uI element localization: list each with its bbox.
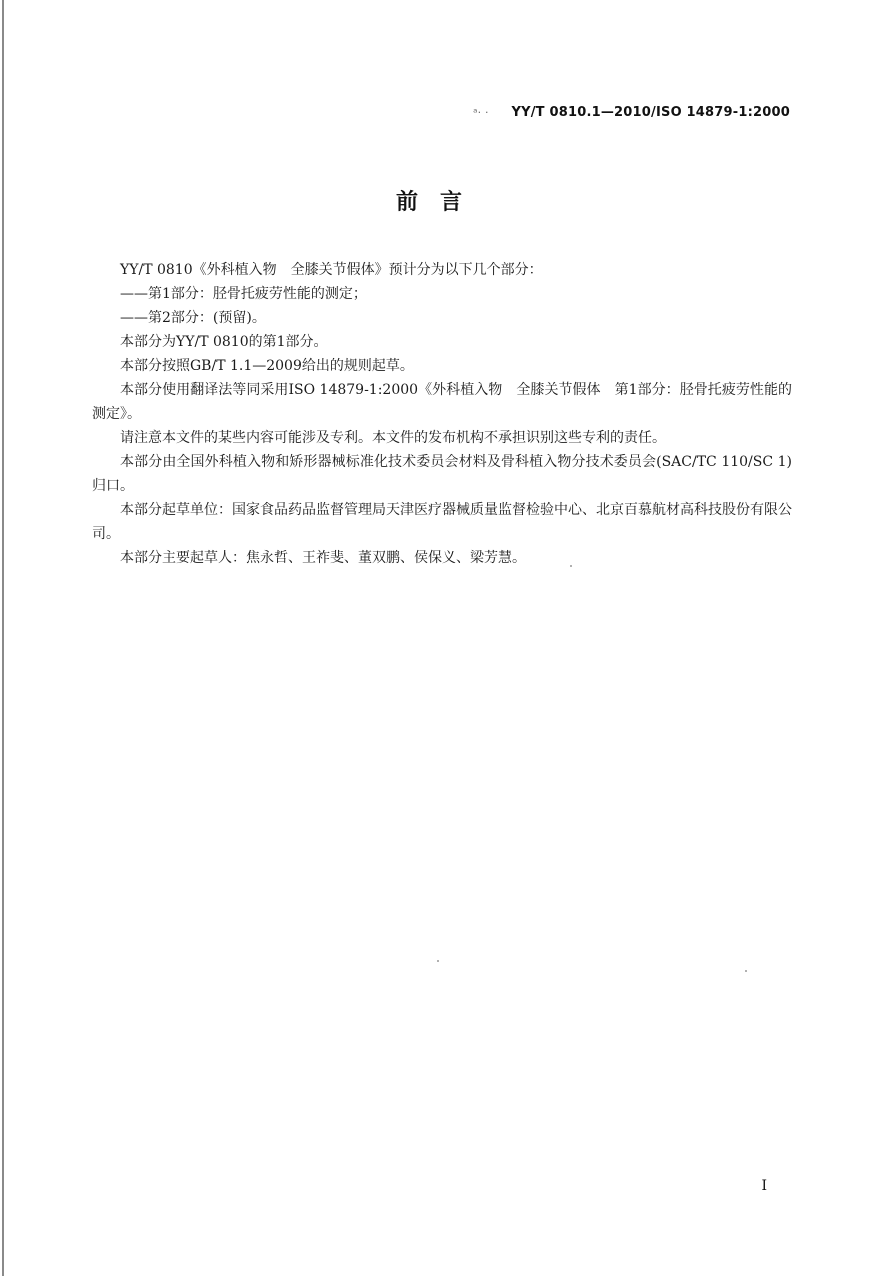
scan-speck	[570, 565, 572, 567]
paragraph-drafters: 本部分主要起草人：焦永哲、王祚斐、董双鹏、侯保义、梁芳慧。	[120, 550, 526, 566]
paragraph-part-2: ——第2部分：(预留)。	[120, 310, 266, 326]
paragraph-drafting-units: 本部分起草单位：国家食品药品监督管理局天津医疗器械质量监督检验中心、北京百慕航材高科技股份有限公司。	[92, 502, 792, 542]
paragraph-this-part: 本部分为YY/T 0810的第1部分。	[120, 334, 328, 350]
paragraph-parts-intro: YY/T 0810《外科植入物 全膝关节假体》预计分为以下几个部分：	[120, 262, 543, 278]
foreword-body	[92, 258, 792, 570]
paragraph-committee: 本部分由全国外科植入物和矫形器械标准化技术委员会材料及骨科植入物分技术委员会(SAC/TC 110/SC 1)归口。	[92, 454, 792, 494]
scan-speck	[745, 970, 747, 972]
paragraph-adoption: 本部分使用翻译法等同采用ISO 14879-1:2000《外科植入物 全膝关节假体 第1部分：胫骨托疲劳性能的测定》。	[92, 382, 792, 422]
page-number: I	[761, 1178, 767, 1194]
paragraph-drafting-rules: 本部分按照GB/T 1.1—2009给出的规则起草。	[120, 358, 414, 374]
scan-speck	[437, 960, 439, 962]
paragraph-part-1: ——第1部分：胫骨托疲劳性能的测定；	[120, 286, 367, 302]
standard-code: YY/T 0810.1—2010/ISO 14879-1:2000	[511, 105, 790, 120]
page-header	[473, 105, 790, 120]
paragraph-patent-notice: 请注意本文件的某些内容可能涉及专利。本文件的发布机构不承担识别这些专利的责任。	[120, 430, 666, 446]
page-title: 前言	[395, 190, 484, 215]
header-scan-marks: ᵃ· ·	[473, 106, 489, 119]
